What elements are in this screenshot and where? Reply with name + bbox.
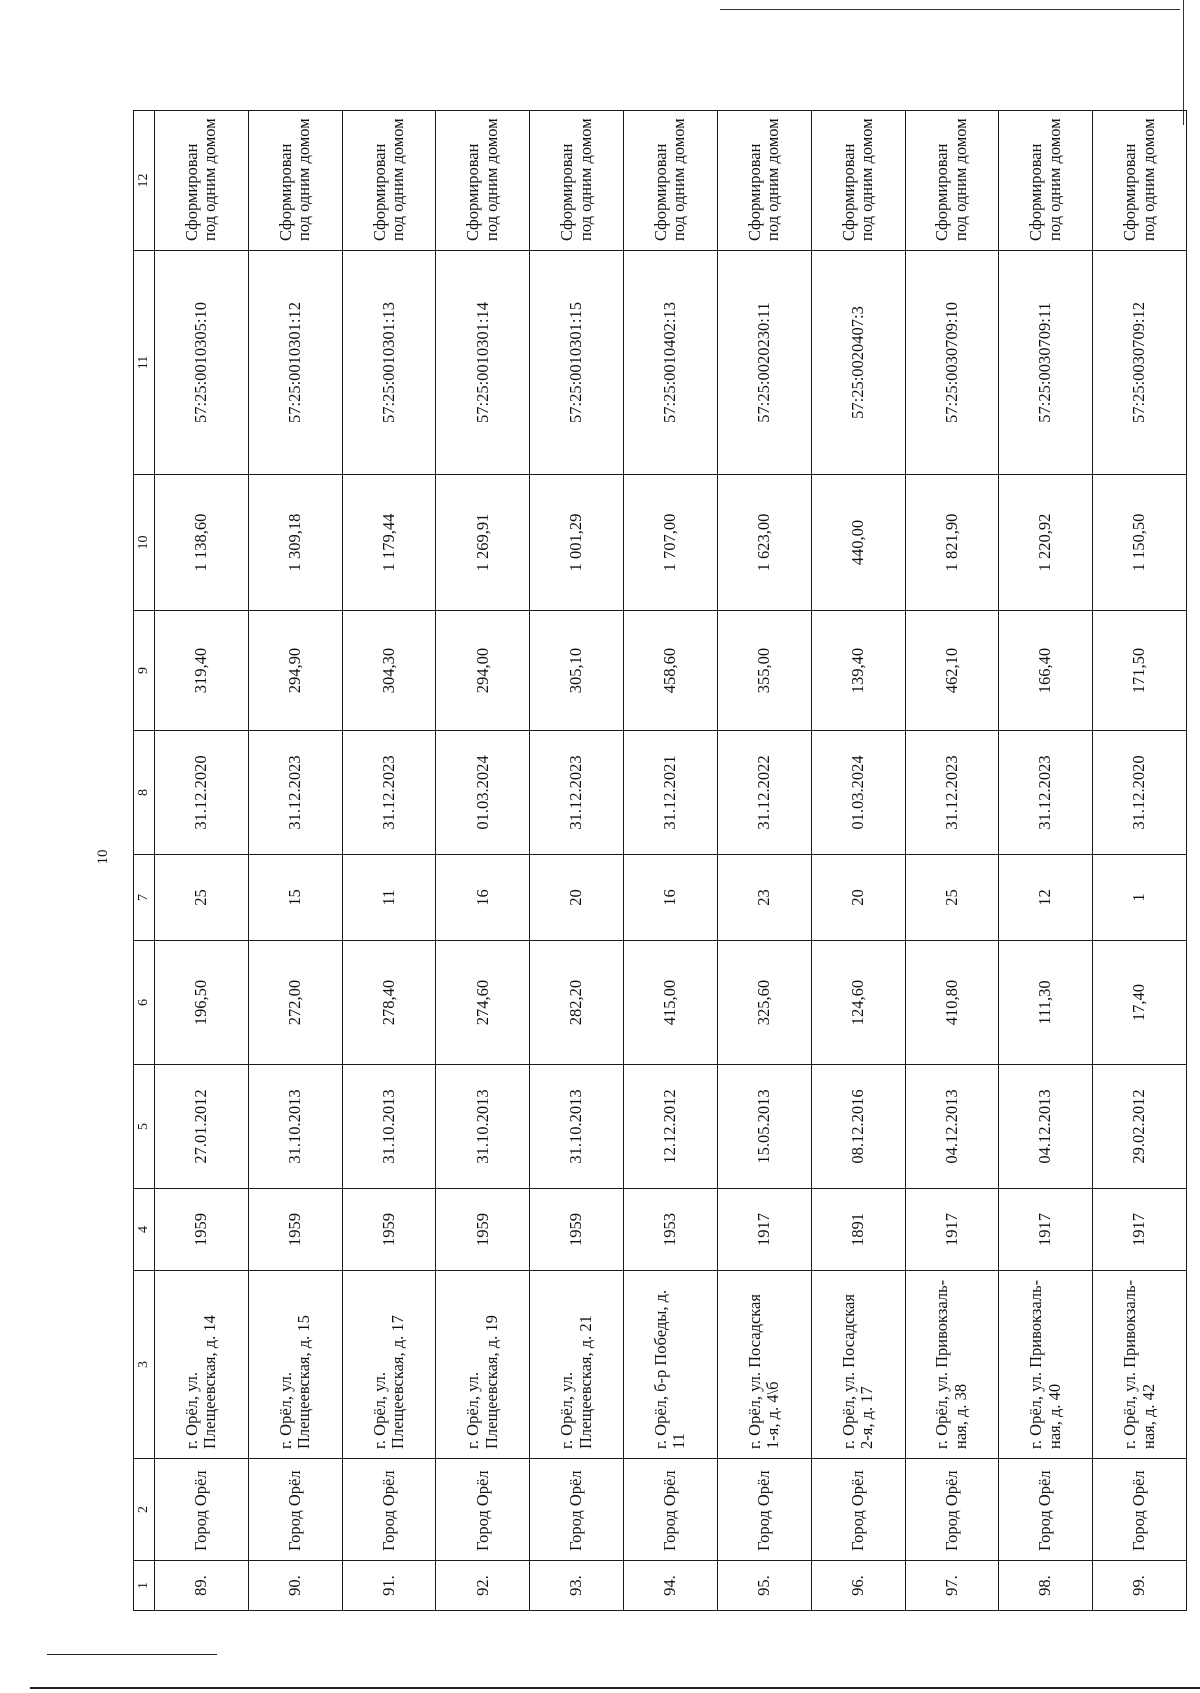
area-cell: 415,00 [624,941,718,1065]
date-cell: 31.10.2013 [248,1065,342,1189]
cadastral-number-cell: 57:25:0010301:15 [530,251,624,475]
address-cell: г. Орёл, ул. Плещеевская, д. 19 [436,1271,530,1459]
total-area-cell: 166,40 [999,611,1093,731]
table-row [624,111,718,1611]
land-area-cell: 440,00 [811,475,905,611]
address-cell: г. Орёл, ул. Плещеевская, д. 15 [248,1271,342,1459]
settlement-cell: Город Орёл [248,1459,342,1561]
land-plot-status-cell: Сформирован под одним домом [811,111,905,251]
column-number-cell: 6 [134,941,155,1065]
cadastral-number-cell: 57:25:0030709:10 [905,251,999,475]
residents-count-cell: 16 [624,855,718,941]
land-plot-status-cell: Сформирован под одним домом [999,111,1093,251]
planned-date-cell: 31.12.2023 [905,731,999,855]
right-edge-line [1183,0,1184,125]
settlement-cell: Город Орёл [1093,1459,1187,1561]
total-area-cell: 304,30 [342,611,436,731]
area-cell: 282,20 [530,941,624,1065]
column-number-cell: 12 [134,111,155,251]
cadastral-number-cell: 57:25:0010301:13 [342,251,436,475]
residents-count-cell: 23 [717,855,811,941]
land-area-cell: 1 309,18 [248,475,342,611]
column-number-cell: 2 [134,1459,155,1561]
date-cell: 27.01.2012 [155,1065,249,1189]
total-area-cell: 355,00 [717,611,811,731]
settlement-cell: Город Орёл [530,1459,624,1561]
year-built-cell: 1917 [1093,1189,1187,1271]
settlement-cell: Город Орёл [717,1459,811,1561]
land-plot-status-cell: Сформирован под одним домом [248,111,342,251]
cadastral-number-cell: 57:25:0010301:12 [248,251,342,475]
address-cell: г. Орёл, б-р Победы, д. 11 [624,1271,718,1459]
area-cell: 111,30 [999,941,1093,1065]
planned-date-cell: 31.12.2020 [1093,731,1187,855]
rotated-table-frame [133,111,1187,1611]
land-plot-status-cell: Сформирован под одним домом [624,111,718,251]
date-cell: 31.10.2013 [530,1065,624,1189]
row-number-cell: 93. [530,1561,624,1611]
address-cell: г. Орёл, ул. Плещеевская, д. 21 [530,1271,624,1459]
land-area-cell: 1 821,90 [905,475,999,611]
land-area-cell: 1 179,44 [342,475,436,611]
land-area-cell: 1 623,00 [717,475,811,611]
address-cell: г. Орёл, ул. Посадская 1-я, д. 4\б [717,1271,811,1459]
land-area-cell: 1 269,91 [436,475,530,611]
page-number: 10 [95,849,111,865]
year-built-cell: 1917 [999,1189,1093,1271]
year-built-cell: 1917 [905,1189,999,1271]
planned-date-cell: 31.12.2020 [155,731,249,855]
planned-date-cell: 31.12.2023 [530,731,624,855]
table-body [134,111,1187,1611]
total-area-cell: 462,10 [905,611,999,731]
land-area-cell: 1 150,50 [1093,475,1187,611]
date-cell: 29.02.2012 [1093,1065,1187,1189]
area-cell: 272,00 [248,941,342,1065]
column-number-cell: 1 [134,1561,155,1611]
land-plot-status-cell: Сформирован под одним домом [342,111,436,251]
column-number-cell: 11 [134,251,155,475]
residents-count-cell: 1 [1093,855,1187,941]
settlement-cell: Город Орёл [342,1459,436,1561]
year-built-cell: 1959 [342,1189,436,1271]
table-row [1093,111,1187,1611]
land-area-cell: 1 220,92 [999,475,1093,611]
date-cell: 12.12.2012 [624,1065,718,1189]
year-built-cell: 1959 [248,1189,342,1271]
settlement-cell: Город Орёл [999,1459,1093,1561]
total-area-cell: 294,90 [248,611,342,731]
total-area-cell: 458,60 [624,611,718,731]
date-cell: 04.12.2013 [905,1065,999,1189]
column-number-cell: 9 [134,611,155,731]
planned-date-cell: 31.12.2023 [248,731,342,855]
land-area-cell: 1 138,60 [155,475,249,611]
land-area-cell: 1 001,29 [530,475,624,611]
cadastral-number-cell: 57:25:0030709:11 [999,251,1093,475]
date-cell: 08.12.2016 [811,1065,905,1189]
table-row [811,111,905,1611]
housing-registry-table [133,110,1187,1611]
table-row [530,111,624,1611]
planned-date-cell: 31.12.2023 [999,731,1093,855]
land-plot-status-cell: Сформирован под одним домом [155,111,249,251]
top-edge-line [720,9,1180,10]
table-row [155,111,249,1611]
land-plot-status-cell: Сформирован под одним домом [530,111,624,251]
table-row [905,111,999,1611]
area-cell: 410,80 [905,941,999,1065]
residents-count-cell: 25 [155,855,249,941]
planned-date-cell: 31.12.2021 [624,731,718,855]
total-area-cell: 294,00 [436,611,530,731]
row-number-cell: 91. [342,1561,436,1611]
year-built-cell: 1959 [436,1189,530,1271]
date-cell: 31.10.2013 [436,1065,530,1189]
address-cell: г. Орёл, ул. Привокзаль-ная, д. 40 [999,1271,1093,1459]
year-built-cell: 1891 [811,1189,905,1271]
column-number-cell: 3 [134,1271,155,1459]
residents-count-cell: 20 [530,855,624,941]
row-number-cell: 94. [624,1561,718,1611]
year-built-cell: 1959 [530,1189,624,1271]
land-plot-status-cell: Сформирован под одним домом [1093,111,1187,251]
land-plot-status-cell: Сформирован под одним домом [436,111,530,251]
area-cell: 274,60 [436,941,530,1065]
cadastral-number-cell: 57:25:0010301:14 [436,251,530,475]
bottom-edge-line [30,1687,1200,1689]
column-number-cell: 8 [134,731,155,855]
residents-count-cell: 25 [905,855,999,941]
planned-date-cell: 01.03.2024 [811,731,905,855]
area-cell: 124,60 [811,941,905,1065]
column-number-cell: 10 [134,475,155,611]
table-row [436,111,530,1611]
column-number-cell: 5 [134,1065,155,1189]
total-area-cell: 139,40 [811,611,905,731]
row-number-cell: 99. [1093,1561,1187,1611]
year-built-cell: 1959 [155,1189,249,1271]
address-cell: г. Орёл, ул. Привокзаль-ная, д. 38 [905,1271,999,1459]
area-cell: 278,40 [342,941,436,1065]
table-row [248,111,342,1611]
settlement-cell: Город Орёл [811,1459,905,1561]
cadastral-number-cell: 57:25:0020407:3 [811,251,905,475]
address-cell: г. Орёл, ул. Посадская 2-я, д. 17 [811,1271,905,1459]
residents-count-cell: 12 [999,855,1093,941]
row-number-cell: 90. [248,1561,342,1611]
row-number-cell: 92. [436,1561,530,1611]
total-area-cell: 319,40 [155,611,249,731]
planned-date-cell: 31.12.2023 [342,731,436,855]
land-plot-status-cell: Сформирован под одним домом [905,111,999,251]
total-area-cell: 171,50 [1093,611,1187,731]
date-cell: 04.12.2013 [999,1065,1093,1189]
date-cell: 31.10.2013 [342,1065,436,1189]
row-number-cell: 95. [717,1561,811,1611]
area-cell: 17,40 [1093,941,1187,1065]
area-cell: 196,50 [155,941,249,1065]
table-row [342,111,436,1611]
settlement-cell: Город Орёл [155,1459,249,1561]
cadastral-number-cell: 57:25:0010305:10 [155,251,249,475]
residents-count-cell: 15 [248,855,342,941]
cadastral-number-cell: 57:25:0020230:11 [717,251,811,475]
column-number-cell: 4 [134,1189,155,1271]
row-number-cell: 96. [811,1561,905,1611]
residents-count-cell: 16 [436,855,530,941]
address-cell: г. Орёл, ул. Плещеевская, д. 14 [155,1271,249,1459]
settlement-cell: Город Орёл [436,1459,530,1561]
planned-date-cell: 01.03.2024 [436,731,530,855]
land-plot-status-cell: Сформирован под одним домом [717,111,811,251]
year-built-cell: 1953 [624,1189,718,1271]
address-cell: г. Орёл, ул. Привокзаль-ная, д. 42 [1093,1271,1187,1459]
total-area-cell: 305,10 [530,611,624,731]
cadastral-number-cell: 57:25:0010402:13 [624,251,718,475]
area-cell: 325,60 [717,941,811,1065]
land-area-cell: 1 707,00 [624,475,718,611]
footnote-separator-line [47,1654,217,1655]
residents-count-cell: 20 [811,855,905,941]
table-row [717,111,811,1611]
date-cell: 15.05.2013 [717,1065,811,1189]
address-cell: г. Орёл, ул. Плещеевская, д. 17 [342,1271,436,1459]
table-row [999,111,1093,1611]
row-number-cell: 97. [905,1561,999,1611]
settlement-cell: Город Орёл [624,1459,718,1561]
residents-count-cell: 11 [342,855,436,941]
year-built-cell: 1917 [717,1189,811,1271]
column-number-row [134,111,155,1611]
settlement-cell: Город Орёл [905,1459,999,1561]
row-number-cell: 98. [999,1561,1093,1611]
planned-date-cell: 31.12.2022 [717,731,811,855]
column-number-cell: 7 [134,855,155,941]
cadastral-number-cell: 57:25:0030709:12 [1093,251,1187,475]
row-number-cell: 89. [155,1561,249,1611]
